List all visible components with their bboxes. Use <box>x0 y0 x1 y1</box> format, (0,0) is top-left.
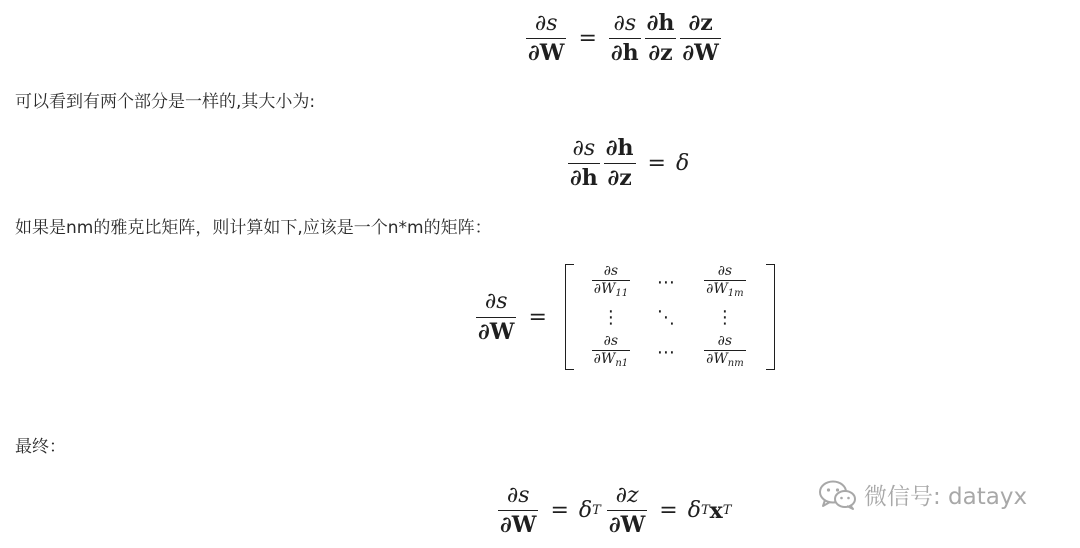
denominator: ∂W <box>500 512 537 539</box>
matrix-cell-1m <box>704 264 746 299</box>
left-bracket <box>565 264 574 370</box>
denominator-base: ∂W <box>593 351 616 368</box>
x-vector: x <box>709 497 723 524</box>
paragraph-1: 可以看到有两个部分是一样的,其大小为: <box>15 92 316 112</box>
equation-final <box>496 484 731 537</box>
transpose-superscript: T <box>722 503 732 519</box>
equals-sign: = <box>550 498 569 524</box>
watermark-text: 微信号: datayx <box>864 484 1028 510</box>
equals-sign: = <box>578 26 597 52</box>
denominator: ∂W <box>682 40 719 67</box>
numerator: ∂h <box>605 135 634 161</box>
wechat-icon <box>818 479 858 511</box>
equation-delta <box>566 137 689 190</box>
hdots: ⋯ <box>656 341 675 363</box>
numerator: ∂s <box>534 11 558 36</box>
equation-chain-rule <box>524 12 723 65</box>
numerator: ∂z <box>688 10 713 36</box>
equals-sign: = <box>528 304 547 330</box>
denominator <box>704 280 746 300</box>
numerator: ∂s <box>717 333 733 350</box>
paragraph-2: 如果是nm的雅克比矩阵，则计算如下,应该是一个n*m的矩阵： <box>15 218 492 238</box>
fraction-ds-dW <box>498 484 538 537</box>
denominator: ∂h <box>610 40 639 67</box>
denominator: ∂h <box>570 165 598 192</box>
equals-sign: = <box>647 151 666 177</box>
jacobian-matrix <box>565 264 775 370</box>
hdots: ⋯ <box>656 271 675 293</box>
vdots: ⋮ <box>601 306 620 328</box>
matrix-grid <box>574 264 766 370</box>
fraction-ds-dh <box>609 12 641 65</box>
numerator: ∂s <box>572 136 596 161</box>
transpose-superscript: T <box>700 503 710 519</box>
numerator: ∂s <box>506 483 530 508</box>
subscript: 1m <box>727 288 744 300</box>
denominator: ∂W <box>608 512 646 539</box>
paragraph-3: 最终： <box>15 437 66 457</box>
vdots: ⋮ <box>715 306 734 328</box>
denominator <box>592 350 630 370</box>
numerator: ∂s <box>603 263 619 280</box>
matrix-cell-nm <box>704 334 746 369</box>
denominator <box>592 280 630 300</box>
numerator: ∂h <box>646 10 675 36</box>
subscript: nm <box>727 358 744 370</box>
matrix-cell-n1 <box>592 334 630 369</box>
denominator-base: ∂W <box>706 351 728 368</box>
denominator: ∂W <box>478 318 515 345</box>
watermark <box>818 478 1027 511</box>
numerator: ∂z <box>615 483 639 508</box>
fraction-ds-dW <box>526 12 566 65</box>
numerator: ∂s <box>484 289 508 315</box>
transpose-superscript: T <box>592 503 601 519</box>
delta-symbol: δ <box>578 498 593 524</box>
fraction-dh-dz <box>645 12 677 65</box>
numerator: ∂s <box>603 333 619 350</box>
fraction-ds-dh <box>568 137 600 190</box>
subscript: n1 <box>615 358 629 370</box>
denominator <box>704 350 746 370</box>
ddots: ⋱ <box>656 306 675 328</box>
fraction-ds-dW <box>476 290 516 343</box>
numerator: ∂s <box>613 11 637 36</box>
fraction-dh-dz <box>604 137 636 190</box>
numerator: ∂s <box>717 263 733 280</box>
delta-symbol: δ <box>675 151 690 177</box>
right-bracket <box>766 264 775 370</box>
delta-symbol: δ <box>687 498 701 524</box>
denominator: ∂W <box>528 40 565 67</box>
denominator: ∂z <box>645 38 677 65</box>
matrix-cell-11 <box>592 264 630 299</box>
fraction-dz-dW <box>607 484 647 537</box>
equals-sign: = <box>659 498 678 524</box>
subscript: 11 <box>615 288 629 300</box>
denominator-base: ∂W <box>706 281 728 298</box>
fraction-dz-dW <box>680 12 720 65</box>
denominator-base: ∂W <box>593 281 616 298</box>
denominator: ∂z <box>604 163 636 190</box>
equation-jacobian <box>474 264 775 370</box>
